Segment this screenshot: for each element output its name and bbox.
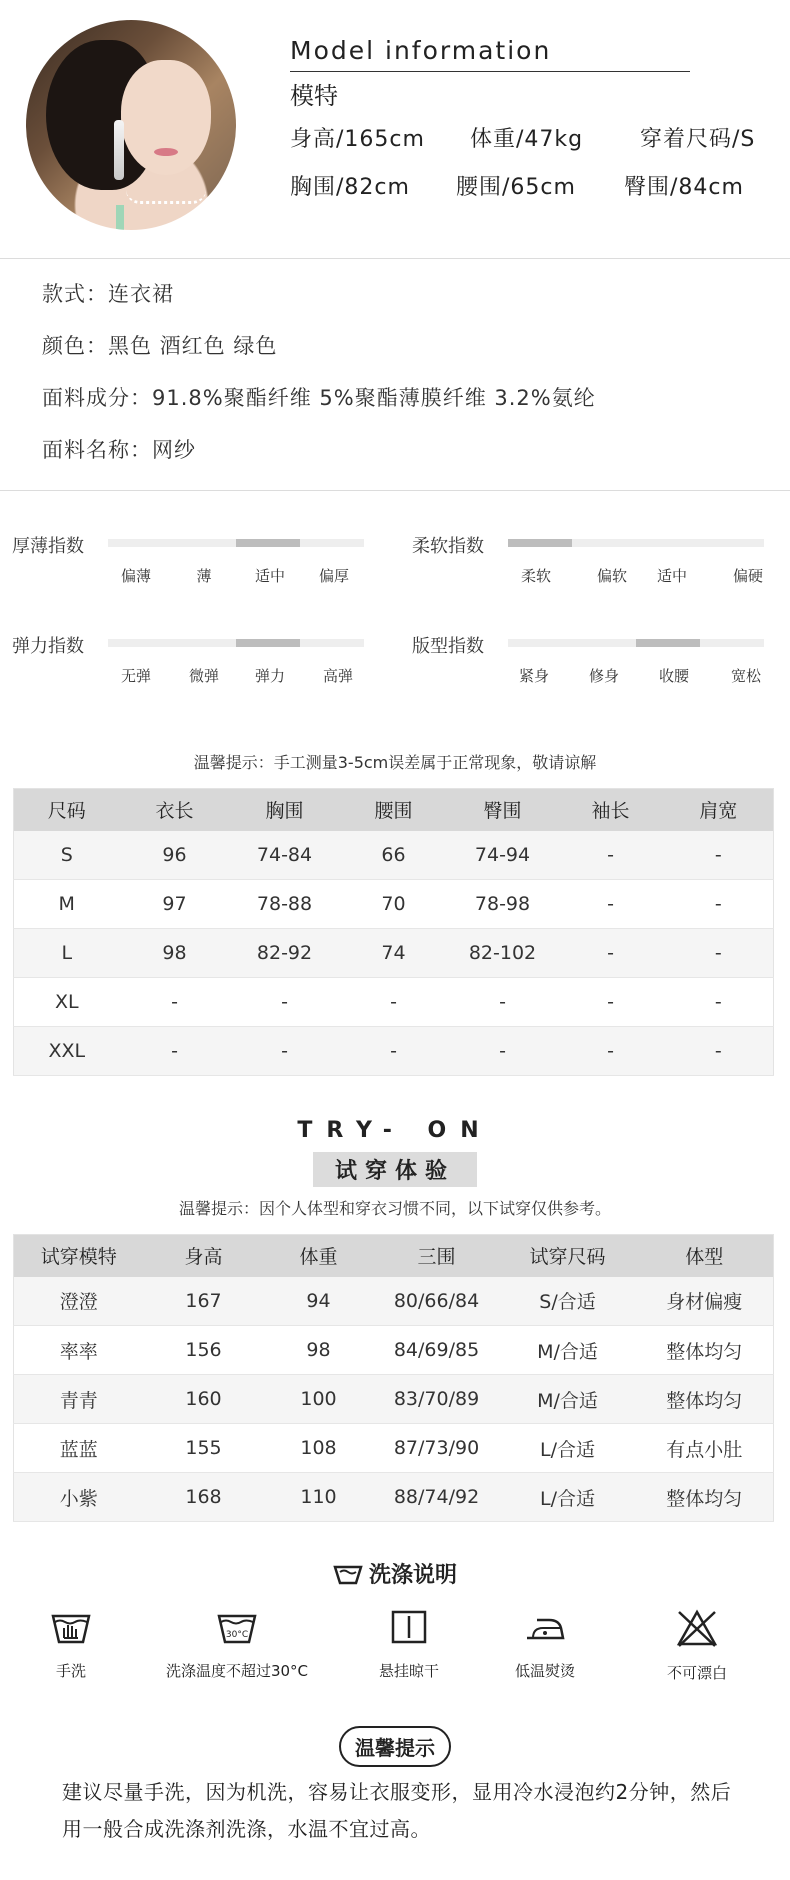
tryon-header-cell: 试穿模特: [14, 1235, 144, 1277]
tryon-title: TRY- ON: [297, 1118, 493, 1143]
table-row: [14, 1326, 774, 1375]
index-option: 偏薄: [120, 567, 152, 585]
table-cell: 97: [120, 880, 230, 929]
table-row: [14, 1473, 774, 1522]
table-row: [14, 929, 774, 978]
index-option: 收腰: [658, 667, 690, 685]
table-row: [14, 1424, 774, 1473]
table-row: [14, 831, 774, 880]
table-cell: 167: [144, 1277, 264, 1326]
model-weight: 体重/47kg: [470, 127, 584, 152]
index-fit-track: [508, 639, 764, 647]
washing-title: [0, 1558, 790, 1589]
table-cell: -: [120, 978, 230, 1027]
table-cell: 80/66/84: [374, 1277, 500, 1326]
size-table-header-cell: 尺码: [14, 789, 120, 831]
size-table-header: [14, 789, 774, 831]
table-cell: -: [448, 978, 558, 1027]
table-row: [14, 1375, 774, 1424]
table-cell: -: [664, 880, 774, 929]
table-cell: XXL: [14, 1027, 120, 1076]
index-elasticity-track: [108, 639, 364, 647]
table-cell: -: [230, 1027, 340, 1076]
model-info-subtitle: 模特: [290, 82, 338, 110]
size-table-header-cell: 胸围: [230, 789, 340, 831]
tryon-note: 温馨提示：因个人体型和穿衣习惯不同，以下试穿仅供参考。: [178, 1199, 611, 1218]
table-cell: 小紫: [14, 1473, 144, 1522]
table-cell: 整体均匀: [636, 1473, 774, 1522]
table-cell: 155: [144, 1424, 264, 1473]
table-cell: -: [558, 978, 664, 1027]
tryon-header-cell: 身高: [144, 1235, 264, 1277]
table-cell: 整体均匀: [636, 1326, 774, 1375]
table-cell: 澄澄: [14, 1277, 144, 1326]
index-softness-track: [508, 539, 764, 547]
tryon-subtitle: 试穿体验: [313, 1152, 477, 1187]
table-cell: 66: [340, 831, 448, 880]
table-cell: 74-94: [448, 831, 558, 880]
no-bleach-item: [617, 1608, 777, 1683]
table-cell: 蓝蓝: [14, 1424, 144, 1473]
table-cell: 78-98: [448, 880, 558, 929]
table-cell: -: [558, 880, 664, 929]
no-bleach-label: 不可漂白: [666, 1664, 727, 1682]
table-cell: 70: [340, 880, 448, 929]
model-info-title: Model information: [290, 36, 552, 65]
table-cell: L: [14, 929, 120, 978]
model-waist: 腰围/65cm: [456, 175, 576, 200]
divider: [0, 258, 790, 259]
index-option: 弹力: [254, 667, 286, 685]
table-cell: -: [558, 1027, 664, 1076]
table-row: [14, 880, 774, 929]
table-cell: 88/74/92: [374, 1473, 500, 1522]
hand-wash-label: 手洗: [55, 1662, 86, 1680]
table-cell: 96: [120, 831, 230, 880]
index-option: 适中: [254, 567, 286, 585]
model-photo: [26, 20, 236, 230]
tip-text: 建议尽量手洗，因为机洗，容易让衣服变形，显用冷水浸泡约2分钟，然后用一般合成洗涤剂洗涤，水温不宜过高。: [62, 1780, 732, 1841]
size-table-header-cell: 肩宽: [664, 789, 774, 831]
tryon-header-cell: 试穿尺码: [500, 1235, 636, 1277]
index-thickness-label: 厚薄指数: [12, 536, 84, 557]
wash-30-label: 洗涤温度不超过30°C: [165, 1662, 309, 1680]
table-cell: 82-92: [230, 929, 340, 978]
index-option: 微弹: [188, 667, 220, 685]
table-cell: 有点小肚: [636, 1424, 774, 1473]
spec-style: 款式：连衣裙: [42, 282, 174, 306]
line-dry-icon: [389, 1608, 429, 1646]
table-cell: 98: [264, 1326, 374, 1375]
washing-basin-icon: [333, 1563, 363, 1587]
model-bust: 胸围/82cm: [290, 175, 410, 200]
table-cell: 84/69/85: [374, 1326, 500, 1375]
tryon-table: [13, 1234, 774, 1522]
spec-composition: 面料成分：91.8%聚酯纤维 5%聚酯薄膜纤维 3.2%氨纶: [42, 386, 596, 410]
table-cell: -: [230, 978, 340, 1027]
spec-color: 颜色：黑色 酒红色 绿色: [42, 334, 278, 358]
table-row: [14, 1277, 774, 1326]
hand-wash-item: [0, 1608, 151, 1681]
table-cell: -: [664, 1027, 774, 1076]
table-cell: S: [14, 831, 120, 880]
table-cell: 82-102: [448, 929, 558, 978]
tryon-header-cell: 三围: [374, 1235, 500, 1277]
table-cell: 160: [144, 1375, 264, 1424]
table-cell: 156: [144, 1326, 264, 1375]
wash-temp-text: 30°C: [225, 1630, 249, 1640]
table-cell: 108: [264, 1424, 374, 1473]
size-table-header-cell: 臀围: [448, 789, 558, 831]
table-cell: -: [558, 929, 664, 978]
wash-30-item: [157, 1608, 317, 1681]
index-option: 适中: [656, 567, 688, 585]
washing-title-text: 洗涤说明: [368, 1563, 457, 1588]
table-cell: XL: [14, 978, 120, 1027]
table-cell: 78-88: [230, 880, 340, 929]
index-option: 高弹: [322, 667, 354, 685]
tryon-header-cell: 体重: [264, 1235, 374, 1277]
table-cell: 83/70/89: [374, 1375, 500, 1424]
tryon-table-header: [14, 1235, 774, 1277]
table-cell: -: [120, 1027, 230, 1076]
size-table: [13, 788, 774, 1076]
table-cell: 74: [340, 929, 448, 978]
index-thickness-fill: [236, 539, 300, 547]
index-option: 无弹: [120, 667, 152, 685]
table-cell: 110: [264, 1473, 374, 1522]
low-iron-icon: [523, 1608, 567, 1646]
table-cell: S/合适: [500, 1277, 636, 1326]
index-option: 偏厚: [318, 567, 350, 585]
tip-title: 温馨提示: [339, 1726, 451, 1767]
table-cell: 整体均匀: [636, 1375, 774, 1424]
index-fit-label: 版型指数: [412, 636, 484, 657]
size-table-header-cell: 衣长: [120, 789, 230, 831]
index-option: 紧身: [518, 667, 550, 685]
index-thickness-track: [108, 539, 364, 547]
index-option: 柔软: [520, 567, 552, 585]
table-cell: -: [448, 1027, 558, 1076]
model-hip: 臀围/84cm: [624, 175, 744, 200]
tryon-header-cell: 体型: [636, 1235, 774, 1277]
table-cell: -: [340, 978, 448, 1027]
table-cell: L/合适: [500, 1473, 636, 1522]
divider: [0, 490, 790, 491]
index-option: 宽松: [730, 667, 762, 685]
index-softness-label: 柔软指数: [412, 536, 484, 557]
no-bleach-icon: [675, 1608, 719, 1648]
table-cell: 98: [120, 929, 230, 978]
table-cell: L/合适: [500, 1424, 636, 1473]
table-cell: M/合适: [500, 1326, 636, 1375]
index-option: 修身: [588, 667, 620, 685]
hand-wash-icon: [49, 1608, 93, 1646]
index-option: 偏硬: [732, 567, 764, 585]
table-cell: 率率: [14, 1326, 144, 1375]
size-table-header-cell: 袖长: [558, 789, 664, 831]
table-cell: 94: [264, 1277, 374, 1326]
index-option: 偏软: [596, 567, 628, 585]
size-table-note: 温馨提示：手工测量3-5cm误差属于正常现象，敬请谅解: [193, 753, 597, 772]
wash-30-icon: [215, 1608, 259, 1646]
index-fit-fill: [636, 639, 700, 647]
table-cell: -: [664, 978, 774, 1027]
table-cell: -: [664, 831, 774, 880]
index-elasticity-label: 弹力指数: [12, 636, 84, 657]
size-table-header-cell: 腰围: [340, 789, 448, 831]
title-underline: [290, 71, 690, 72]
table-row: [14, 978, 774, 1027]
low-iron-label: 低温熨烫: [514, 1662, 575, 1680]
table-cell: -: [664, 929, 774, 978]
table-cell: -: [558, 831, 664, 880]
table-row: [14, 1027, 774, 1076]
table-cell: 身材偏瘦: [636, 1277, 774, 1326]
table-cell: 100: [264, 1375, 374, 1424]
table-cell: 87/73/90: [374, 1424, 500, 1473]
model-info-section: [0, 0, 790, 258]
table-cell: 74-84: [230, 831, 340, 880]
table-cell: 168: [144, 1473, 264, 1522]
spec-fabric: 面料名称：网纱: [42, 438, 196, 462]
model-size: 穿着尺码/S: [640, 127, 756, 152]
line-dry-label: 悬挂晾干: [378, 1662, 439, 1680]
index-softness-fill: [508, 539, 572, 547]
table-cell: M/合适: [500, 1375, 636, 1424]
table-cell: 青青: [14, 1375, 144, 1424]
low-iron-item: [465, 1608, 625, 1681]
index-elasticity-fill: [236, 639, 300, 647]
index-option: 薄: [196, 567, 212, 585]
table-cell: -: [340, 1027, 448, 1076]
table-cell: M: [14, 880, 120, 929]
model-height: 身高/165cm: [290, 127, 425, 152]
